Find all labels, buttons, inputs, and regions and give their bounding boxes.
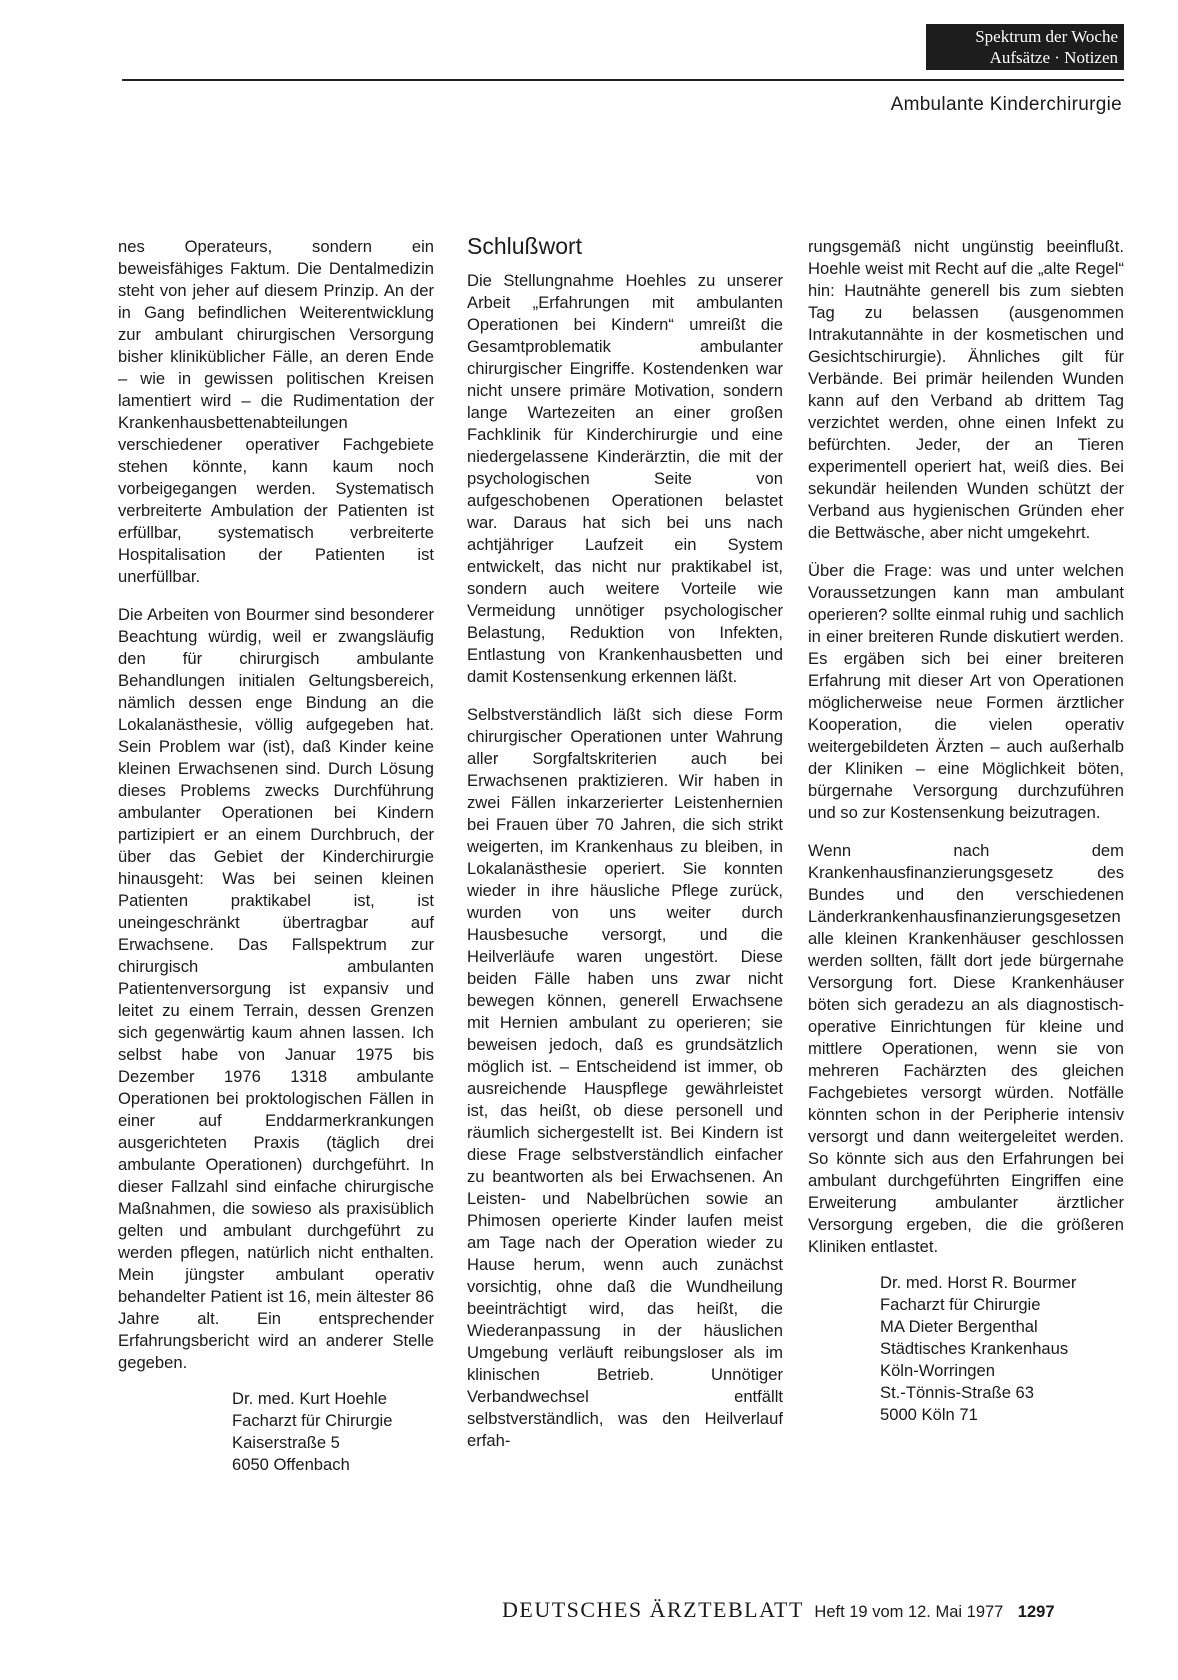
page-footer <box>502 1597 1055 1623</box>
paragraph: Über die Frage: was und unter welchen Voraussetzungen kann man ambulant operieren? sollte einmal ruhig und sachlich in einer breiteren Runde diskutiert werden. Es ergäben sich bei einer breiteren Erfahrung mit dieser Art von Operationen möglicherweise neue Formen ärztlicher Kooperation, die vielen operativ weitergebildeten Ärzten – auch außerhalb der Kliniken – eine Möglichkeit böten, bürgernahe Versorgung durchzuführen und so zur Kostensenkung beizutragen. <box>808 561 1124 822</box>
signature-line: 6050 Offenbach <box>232 1455 350 1474</box>
paragraph: Die Stellungnahme Hoehles zu unserer Arbeit „Erfahrungen mit ambulanten Operationen bei Kindern“ umreißt die Gesamtproblematik ambulanter chirurgischer Eingriffe. Kostendenken war nicht unsere primäre Motivation, sondern lange Wartezeiten an einer großen Fachklinik für Kinderchirurgie und eine niedergelassene Kinderärztin, die mit der psychologischen Seite von aufgeschobenen Operationen belastet war. Daraus hat sich bei uns nach achtjähriger Laufzeit ein System entwickelt, das nicht nur praktikabel ist, sondern auch weitere Vorteile wie Vermeidung unnötiger psychologischer Belastung, Reduktion von Infekten, Entlastung von Krankenhausbetten und damit Kostensenkung erkennen läßt. <box>467 271 783 686</box>
signature-line: Köln-Worringen <box>880 1361 995 1380</box>
section-badge <box>926 24 1124 70</box>
signature-line: 5000 Köln 71 <box>880 1405 978 1424</box>
section-heading: Schlußwort <box>467 233 583 259</box>
author-signature <box>808 1272 1124 1426</box>
paragraph: Wenn nach dem Krankenhausfinanzierungsgesetz des Bundes und den verschiedenen Länderkrankenhausfinanzierungsgesetzen alle kleinen Krankenhäuser geschlossen werden sollten, fällt dort jede bürgernahe Versorgung fort. Diese Krankenhäuser böten sich geradezu an als diagnostisch-operative Einrichtungen für kleine und mittlere Operationen, wenn sie von mehreren Fachärzten des gleichen Fachgebietes versorgt würden. Notfälle könnten schon in der Peripherie intensiv versorgt und dann weitergeleitet werden. So könnte sich aus den Erfahrungen bei ambulant durchgeführten Eingriffen eine Erweiterung ambulanter ärztlicher Versorgung ergeben, die die größeren Kliniken entlastet. <box>808 841 1124 1256</box>
page-number: 1297 <box>1017 1603 1055 1621</box>
signature-line: Dr. med. Kurt Hoehle <box>232 1389 387 1408</box>
signature-line: Facharzt für Chirurgie <box>880 1295 1041 1314</box>
header-rule <box>122 79 1124 81</box>
paragraph: nes Operateurs, sondern ein beweisfähiges Faktum. Die Dentalmedizin steht von jeher auf diesem Prinzip. An der in Gang befindlichen Weiterentwicklung zur ambulant chirurgischen Versorgung bisher kliniküblicher Fälle, an deren Ende – wie in gewissen politischen Kreisen lamentiert wird – die Rudimentation der Krankenhausbettenabteilungen verschiedener operativer Fachgebiete stehen könnte, kann kaum noch vorbeigegangen werden. Systematisch verbreiterte Ambulation der Patienten ist erfüllbar, systematisch verbreiterte Hospitalisation der Patienten ist unerfüllbar. <box>118 237 434 586</box>
paragraph: Die Arbeiten von Bourmer sind besonderer Beachtung würdig, weil er zwangsläufig den für chirurgisch ambulante Behandlungen initialen Geltungsbereich, nämlich dessen enge Bindung an die Lokalanästhesie, völlig aufgegeben hat. Sein Problem war (ist), daß Kinder keine kleinen Erwachsenen sind. Durch Lösung dieses Problems zwecks Durchführung ambulanter Operationen bei Kindern partizipiert er an einem Durchbruch, der über das Gebiet der Kinderchirurgie hinausgeht: Was bei seinen kleinen Patienten praktikabel ist, ist uneingeschränkt übertragbar auf Erwachsene. Das Fallspektrum zur chirurgisch ambulanten Patientenversorgung ist expansiv und leitet zu einem Terrain, dessen Grenzen sich gegenwärtig kaum ahnen lassen. Ich selbst habe von Januar 1975 bis Dezember 1976 1318 ambulante Operationen bei proktologischen Fällen in einer auf Enddarmerkrankungen ausgerichteten Praxis (täglich drei ambulante Operationen) durchgeführt. In dieser Fallzahl sind einfache chirurgische Maßnahmen, die sowieso als praxisüblich gelten und ambulant durchgeführt zu werden pflegen, natürlich nicht enthalten. Mein jüngster ambulant operativ behandelter Patient ist 16, mein ältester 86 Jahre alt. Ein entsprechender Erfahrungsbericht wird an anderer Stelle gegeben. <box>118 605 434 1372</box>
paragraph: rungsgemäß nicht ungünstig beeinflußt. Hoehle weist mit Recht auf die „alte Regel“ hin: Hautnähte generell bis zum siebten Tag zu belassen (ausgenommen Intrakutannähte in der kosmetischen und Gesichtschirurgie). Ähnliches gilt für Verbände. Bei primär heilenden Wunden kann auf den Verband ab drittem Tag verzichtet werden, ohne einen Infekt zu befürchten. Jeder, der an Tieren experimentell operiert hat, weiß dies. Bei sekundär heilenden Wunden schützt der Verband aus hygienischen Gründen eher die Bettwäsche, aber nicht umgekehrt. <box>808 237 1124 542</box>
signature-line: St.-Tönnis-Straße 63 <box>880 1383 1035 1402</box>
section-title: Ambulante Kinderchirurgie <box>890 94 1122 115</box>
issue-info: Heft 19 vom 12. Mai 1977 <box>814 1603 1004 1621</box>
signature-line: MA Dieter Bergenthal <box>880 1317 1038 1336</box>
signature-line: Facharzt für Chirurgie <box>232 1411 393 1430</box>
column-2 <box>467 232 783 1452</box>
badge-line-2: Aufsätze · Notizen <box>989 48 1118 67</box>
column-1 <box>118 236 434 1476</box>
journal-name: DEUTSCHES ÄRZTEBLATT <box>502 1597 804 1622</box>
author-signature <box>118 1388 434 1476</box>
signature-line: Städtisches Krankenhaus <box>880 1339 1069 1358</box>
signature-line: Dr. med. Horst R. Bourmer <box>880 1273 1077 1292</box>
signature-line: Kaiserstraße 5 <box>232 1433 340 1452</box>
paragraph: Selbstverständlich läßt sich diese Form chirurgischer Operationen unter Wahrung aller Sorgfaltskriterien auch bei Erwachsenen praktizieren. Wir haben in zwei Fällen inkarzerierter Leistenhernien bei Frauen über 70 Jahren, die sich strikt weigerten, im Krankenhaus zu bleiben, in Lokalanästhesie operiert. Sie konnten wieder in ihre häusliche Pflege zurück, wurden von uns weiter durch Hausbesuche versorgt, und die Heilverläufe waren ungestört. Diese beiden Fälle haben uns zwar nicht bewegen können, generell Erwachsene mit Hernien ambulant zu operieren; sie beweisen jedoch, daß es grundsätzlich möglich ist. – Entscheidend ist immer, ob ausreichende Hauspflege gewährleistet ist, das heißt, ob diese personell und räumlich sichergestellt ist. Bei Kindern ist diese Frage selbstverständlich einfacher zu beantworten als bei Erwachsenen. An Leisten- und Nabelbrüchen sowie an Phimosen operierte Kinder laufen meist am Tage nach der Operation wieder zu Hause herum, wenn auch zunächst vorsichtig, ohne daß die Wundheilung beeinträchtigt wird, das heißt, die Wiederanpassung in der häuslichen Umgebung verläuft reibungsloser als im klinischen Betrieb. Unnötiger Verbandwechsel entfällt selbstverständlich, was den Heilverlauf erfah- <box>467 705 783 1450</box>
column-3 <box>808 236 1124 1426</box>
badge-line-1: Spektrum der Woche <box>975 27 1118 46</box>
